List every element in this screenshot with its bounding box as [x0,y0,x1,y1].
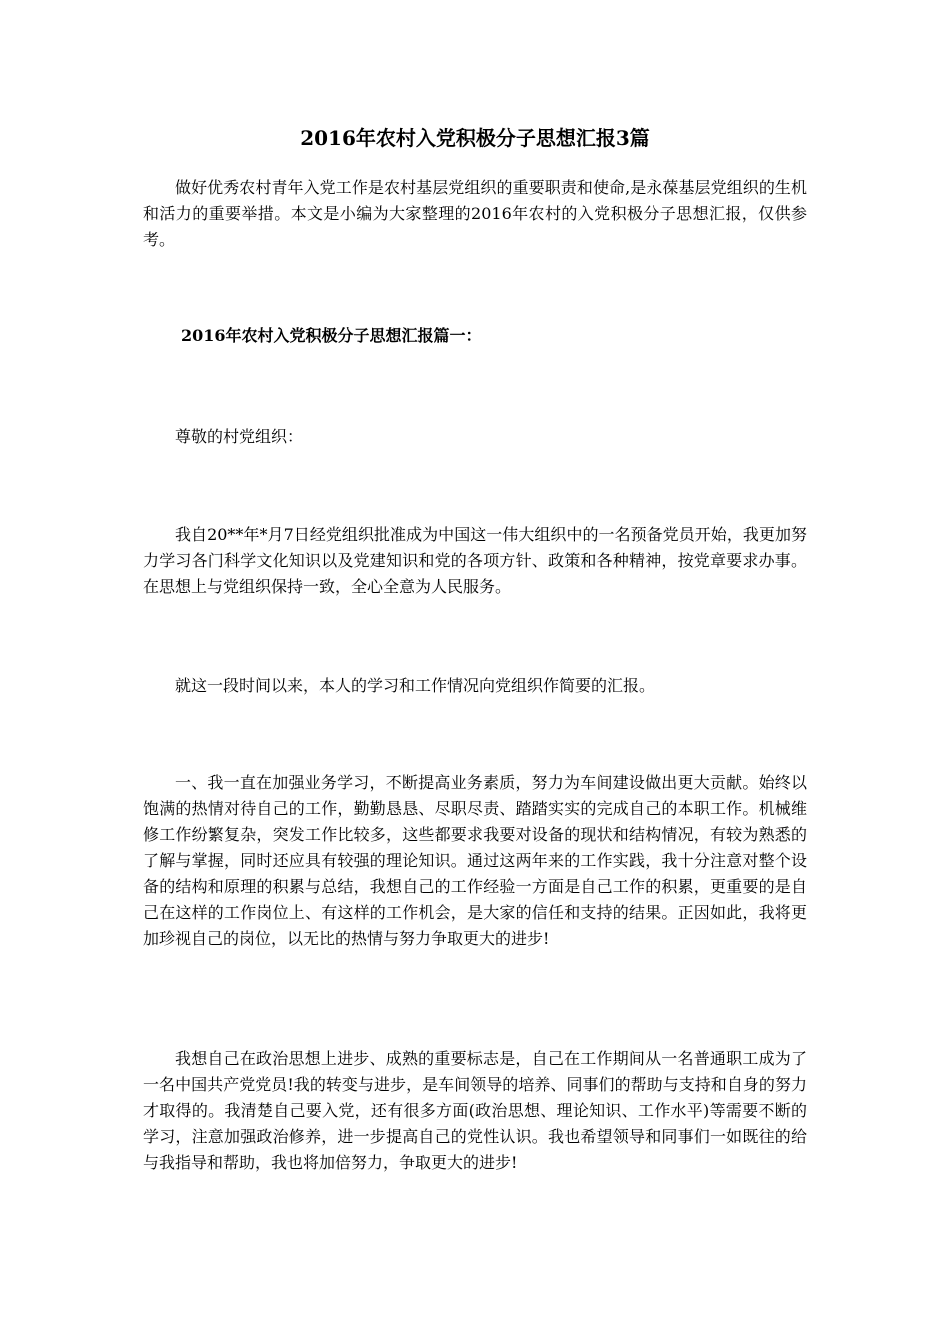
body-paragraph-4: 我想自己在政治思想上进步、成熟的重要标志是，自己在工作期间从一名普通职工成为了一名中国共产党党员!我的转变与进步，是车间领导的培养、同事们的帮助与支持和自身的努力才取得的。我清楚自己要入党，还有很多方面(政治思想、理论知识、工作水平)等需要不断的学习，注意加强政治修养，进一步提高自己的党性认识。我也希望领导和同事们一如既往的给与我指导和帮助，我也将加倍努力，争取更大的进步! [143,1049,807,1172]
body-paragraph-1: 我自20**年*月7日经党组织批准成为中国这一伟大组织中的一名预备党员开始，我更加努力学习各门科学文化知识以及党建知识和党的各项方针、政策和各种精神，按党章要求办事。在思想上与党组织保持一致，全心全意为人民服务。 [143,525,807,596]
body-paragraph-2: 就这一段时间以来，本人的学习和工作情况向党组织作简要的汇报。 [175,676,656,695]
document-title: 2016年农村入党积极分子思想汇报3篇 [300,126,650,150]
salutation: 尊敬的村党组织： [175,427,304,446]
body-paragraph-3: 一、我一直在加强业务学习，不断提高业务素质，努力为车间建设做出更大贡献。始终以饱满的热情对待自己的工作，勤勤恳恳、尽职尽责、踏踏实实的完成自己的本职工作。机械维修工作纷繁复杂，突发工作比较多，这些都要求我要对设备的现状和结构情况，有较为熟悉的了解与掌握，同时还应具有较强的理论知识。通过这两年来的工作实践，我十分注意对整个设备的结构和原理的积累与总结，我想自己的工作经验一方面是自己工作的积累，更重要的是自己在这样的工作岗位上、有这样的工作机会，是大家的信任和支持的结果。正因如此，我将更加珍视自己的岗位，以无比的热情与努力争取更大的进步! [143,773,807,948]
section-heading: 2016年农村入党积极分子思想汇报篇一： [181,326,482,345]
intro-paragraph: 做好优秀农村青年入党工作是农村基层党组织的重要职责和使命,是永葆基层党组织的生机和活力的重要举措。本文是小编为大家整理的2016年农村的入党积极分子思想汇报，仅供参考。 [143,178,807,249]
